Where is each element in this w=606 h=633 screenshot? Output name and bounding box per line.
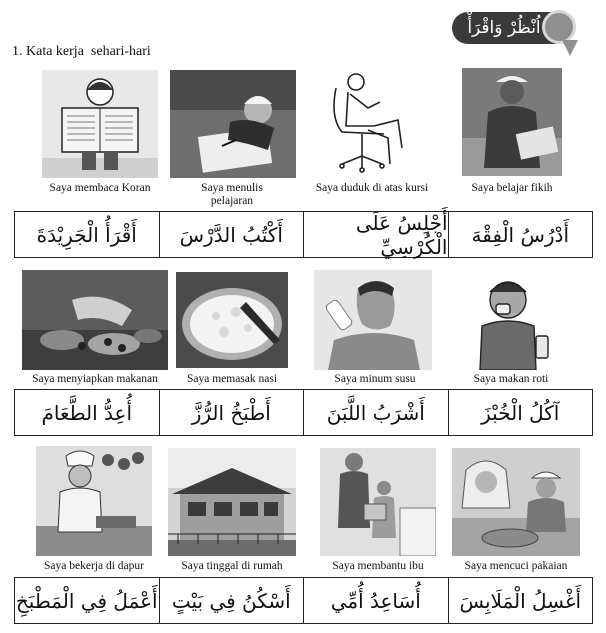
arabic-phrase-9: أَعْمَلُ فِي الْمَطْبَخِ [15, 588, 158, 613]
caption-7: Saya minum susu [334, 373, 416, 385]
man-sitting-chair-image [318, 68, 422, 178]
caption-1: Saya membaca Koran [49, 182, 151, 194]
children-washing-clothes-image [452, 448, 580, 556]
badge-circle-icon [542, 10, 576, 44]
caption-10: Saya tinggal di rumah [181, 560, 283, 572]
caption-8: Saya makan roti [473, 373, 549, 385]
arabic-phrase-7: أَشْرَبُ اللَّبَنَ [303, 390, 448, 435]
caption-12: Saya mencuci pakaian [464, 560, 568, 572]
caption-6: Saya memasak nasi [186, 373, 278, 385]
cook-kitchen-image [36, 446, 152, 556]
man-drinking-milk-image [314, 270, 432, 370]
arabic-phrase-1: أَقْرَأُ الْجَرِيْدَةَ [36, 222, 137, 247]
arabic-phrase-8: آكُلُ الْخُبْزَ [448, 390, 593, 435]
cooking-rice-image [176, 272, 288, 368]
badge-label: اُنْظُرْ وَاقْرَأْ [467, 18, 541, 38]
caption-9: Saya bekerja di dapur [44, 560, 144, 572]
arabic-row-2 [14, 389, 593, 436]
caption-4: Saya belajar fikih [471, 182, 553, 194]
arabic-phrase-2: أَكْتُبُ الدَّرْسَ [159, 212, 304, 257]
arabic-phrase-11: أُسَاعِدُ أُمِّي [303, 578, 448, 623]
arabic-phrase-6: أَطْبَخُ الرُّزَّ [159, 390, 304, 435]
caption-2: Saya menulis pelajaran [201, 182, 263, 207]
arabic-phrase-3: أَجْلِسُ عَلَى الْكُرْسِيِّ [303, 212, 448, 257]
section-title: 1. Kata kerja sehari-hari [12, 44, 151, 59]
boy-reading-newspaper-image [42, 70, 158, 178]
section-badge [446, 6, 582, 62]
caption-3: Saya duduk di atas kursi [315, 182, 429, 194]
boy-studying-image [462, 68, 562, 176]
boy-eating-bread-image [462, 270, 560, 370]
arabic-phrase-4: أَدْرُسُ الْفِقْهَ [448, 212, 593, 257]
arabic-row-1 [14, 211, 593, 258]
arabic-phrase-5: أُعِدُّ الطَّعَامَ [41, 400, 133, 425]
badge-pointer-icon [562, 40, 578, 56]
caption-5: Saya menyiapkan makanan [32, 373, 158, 385]
boy-writing-image [170, 70, 296, 178]
preparing-food-image [22, 270, 168, 370]
helping-mother-image [320, 448, 436, 556]
arabic-phrase-12: أَغْسِلُ الْمَلَابِسَ [448, 578, 593, 623]
arabic-phrase-10: أَسْكُنُ فِي بَيْتٍ [159, 578, 304, 623]
arabic-row-3 [14, 577, 593, 624]
caption-11: Saya membantu ibu [332, 560, 424, 572]
house-image [168, 448, 296, 556]
